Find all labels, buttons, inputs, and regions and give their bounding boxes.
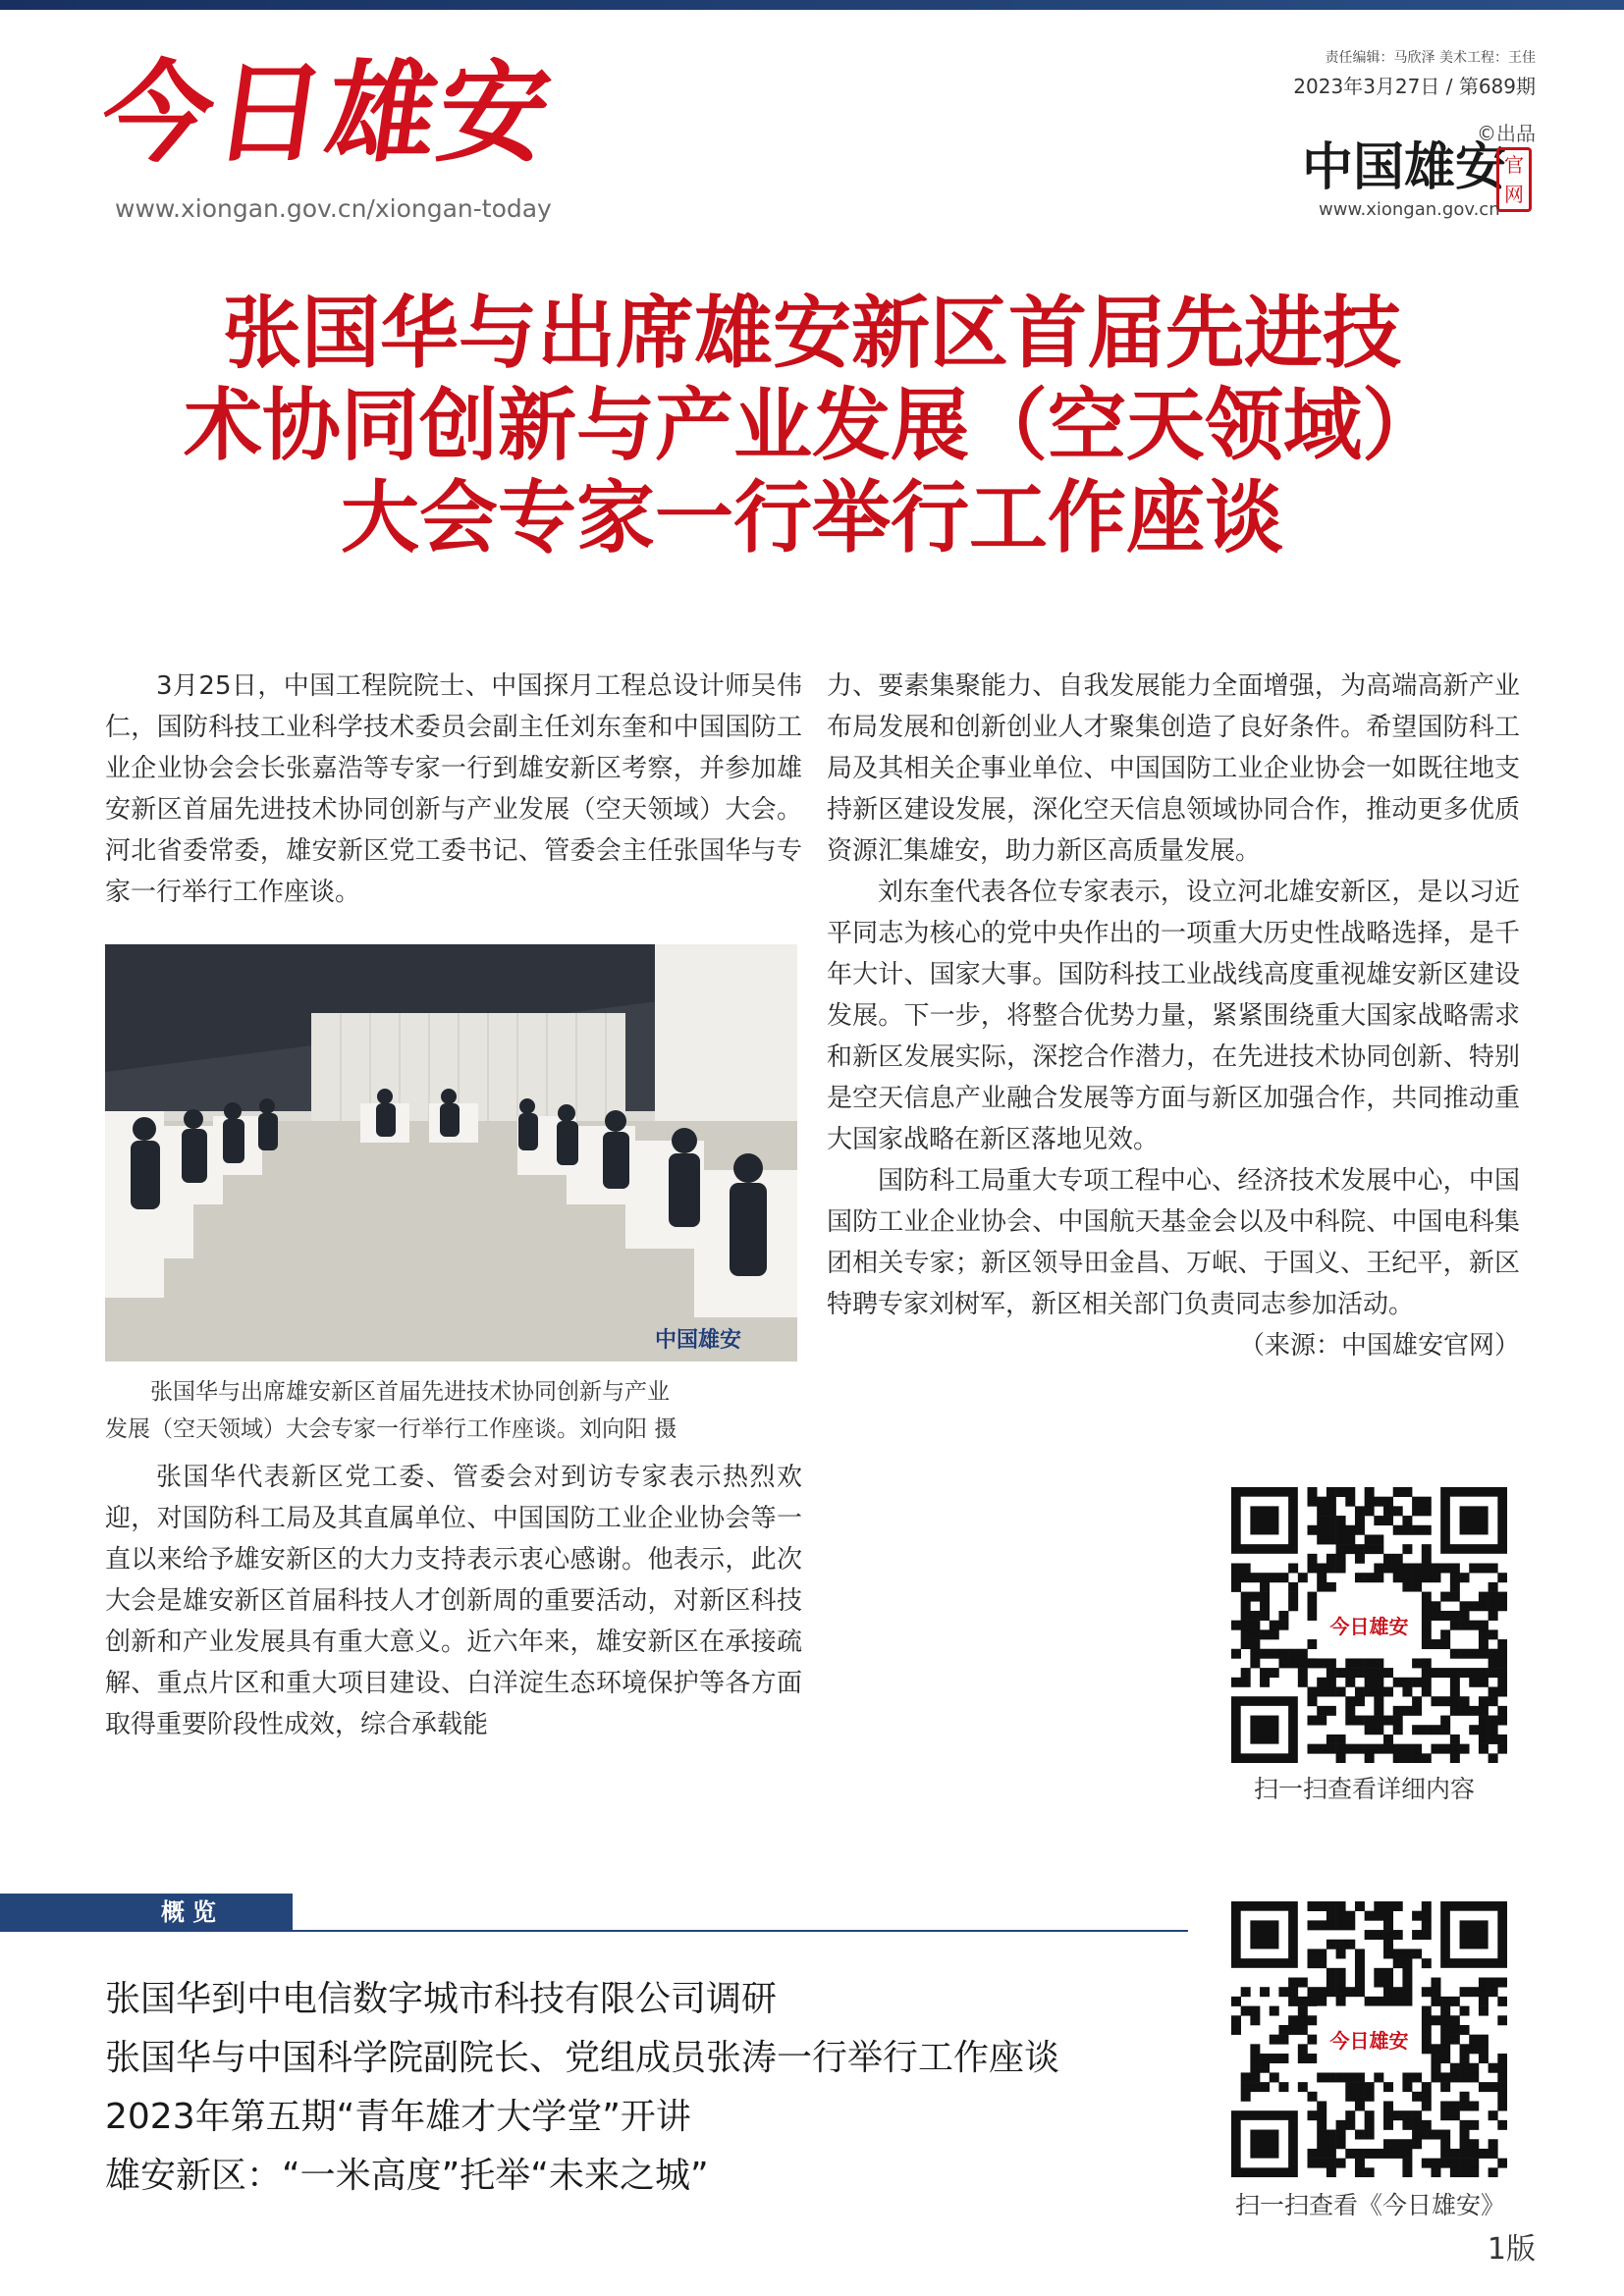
paragraph: 张国华代表新区党工委、管委会对到访专家表示热烈欢迎，对国防科工局及其直属单位、中国国防工业企业协会等一直以来给予雄安新区的大力支持表示衷心感谢。他表示，此次大会是雄安新区首届科技人才创新周的重要活动，对新区科技创新和产业发展具有重大意义。近六年来，雄安新区在承接疏解、重点片区和重大项目建设、白洋淀生态环境保护等各方面取得重要阶段性成效，综合承载能	[105, 1463, 802, 1739]
qr-code-graphic	[1231, 1487, 1507, 1763]
paragraph: 力、要素集聚能力、自我发展能力全面增强，为高端高新产业布局发展和创新创业人才聚集创造了良好条件。希望国防科工局及其相关企事业单位、中国国防工业企业协会一如既往地支持新区建设发展，深化空天信息领域协同合作，推动更多优质资源汇集雄安，助力新区高质量发展。	[827, 671, 1520, 866]
headline-line: 术协同创新与产业发展（空天领域）	[184, 379, 1440, 471]
headline-line: 大会专家一行举行工作座谈	[341, 471, 1283, 563]
article-body-right	[827, 666, 1520, 1366]
official-seal: 官网	[1496, 147, 1532, 212]
qr-center-label: 今日雄安	[1329, 2029, 1409, 2053]
page-number: 1版	[1487, 2232, 1536, 2267]
qr-code-graphic	[1231, 1901, 1507, 2177]
publisher-url[interactable]: www.xiongan.gov.cn	[1319, 199, 1500, 220]
article-body-left	[105, 1457, 802, 1745]
qr-caption: 扫一扫查看详细内容	[1254, 1775, 1476, 1803]
qr-code-details[interactable]	[1231, 1487, 1507, 1763]
photo-caption	[105, 1373, 797, 1448]
masthead-title: 今日雄安	[93, 49, 561, 178]
overview-item[interactable]: 张国华与中国科学院副院长、党组成员张涛一行举行工作座谈	[105, 2038, 1060, 2078]
meeting-photo-illustration	[105, 944, 797, 1362]
article-source: （来源：中国雄安官网）	[1238, 1331, 1520, 1361]
paragraph: 3月25日，中国工程院院士、中国探月工程总设计师吴伟仁，国防科技工业科学技术委员会副主任刘东奎和中国国防工业企业协会会长张嘉浩等专家一行到雄安新区考察，并参加雄安新区首届先进技术协同创新与产业发展（空天领域）大会。河北省委常委，雄安新区党工委书记、管委会主任张国华与专家一行举行工作座谈。	[105, 671, 802, 907]
overview-item[interactable]: 张国华到中电信数字城市科技有限公司调研	[105, 1979, 778, 2019]
overview-item[interactable]: 2023年第五期“青年雄才大学堂”开讲	[105, 2097, 691, 2137]
overview-section-label: 概览	[0, 1894, 293, 1931]
overview-list	[105, 1970, 1185, 2206]
headline-line: 张国华与出席雄安新区首届先进技	[223, 287, 1401, 379]
photo-watermark: 中国雄安	[655, 1327, 742, 1353]
qr-code-newspaper[interactable]	[1231, 1901, 1507, 2177]
qr-center-label: 今日雄安	[1329, 1615, 1409, 1638]
issue-date: 2023年3月27日 / 第689期	[1293, 75, 1536, 98]
overview-item[interactable]: 雄安新区：“一米高度”托举“未来之城”	[105, 2156, 709, 2196]
publisher-logo: 中国雄安	[1302, 137, 1507, 197]
editor-credits: 责任编辑：马欣泽 美术工程：王佳	[1325, 50, 1536, 66]
qr-caption: 扫一扫查看《今日雄安》	[1235, 2191, 1506, 2219]
paragraph: 国防科工局重大专项工程中心、经济技术发展中心，中国国防工业企业协会、中国航天基金会以及中科院、中国电科集团相关专家；新区领导田金昌、万岷、于国义、王纪平，新区特聘专家刘树军，新区相关部门负责同志参加活动。	[827, 1166, 1520, 1319]
paragraph: 刘东奎代表各位专家表示，设立河北雄安新区，是以习近平同志为核心的党中央作出的一项重大历史性战略选择，是千年大计、国家大事。国防科技工业战线高度重视雄安新区建设发展。下一步，将整合优势力量，紧紧围绕重大国家战略需求和新区发展实际，深挖合作潜力，在先进技术协同创新、特别是空天信息产业融合发展等方面与新区加强合作，共同推动重大国家战略在新区落地见效。	[827, 878, 1520, 1154]
masthead-url[interactable]: www.xiongan.gov.cn/xiongan-today	[115, 194, 552, 223]
publisher-tag: ©出品	[1477, 122, 1536, 145]
headline	[88, 287, 1536, 563]
caption-line: 发展（空天领域）大会专家一行举行工作座谈。刘向阳 摄	[105, 1416, 677, 1442]
article-intro	[105, 666, 802, 913]
masthead-logo	[93, 49, 561, 178]
caption-line: 张国华与出席雄安新区首届先进技术协同创新与产业	[150, 1379, 670, 1405]
overview-divider	[0, 1930, 1188, 1932]
top-color-bar	[0, 0, 1624, 10]
meeting-photo	[105, 944, 797, 1362]
